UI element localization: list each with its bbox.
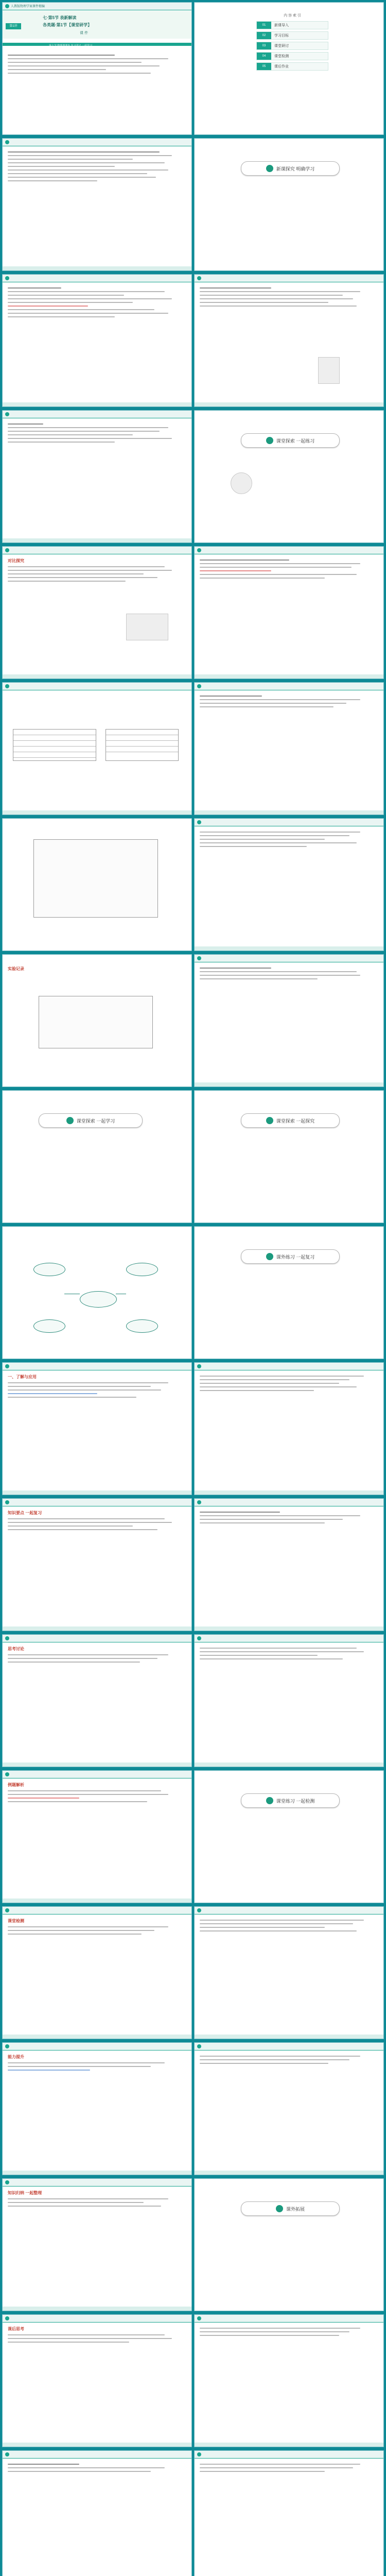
section-ribbon: 课外练习 一起复习 bbox=[241, 1249, 340, 1264]
slide-text[interactable] bbox=[194, 818, 384, 951]
section-ribbon: 课外拓展 bbox=[241, 2201, 340, 2216]
cover-body bbox=[8, 52, 186, 128]
slide-mindmap[interactable] bbox=[2, 1226, 192, 1359]
slide-text[interactable] bbox=[2, 2314, 192, 2447]
section-icon bbox=[266, 165, 273, 172]
slide-text[interactable] bbox=[2, 2042, 192, 2175]
slide-text[interactable] bbox=[194, 1362, 384, 1495]
slide-text[interactable] bbox=[2, 1362, 192, 1495]
diagram-frame bbox=[33, 839, 158, 918]
brand-line: 人教版物理学案课件精编 bbox=[11, 5, 45, 8]
cover-title-2: 各类题·第1节【课堂研学】 bbox=[43, 23, 92, 27]
toc-item[interactable]: 04 课堂检测 bbox=[256, 52, 328, 60]
slide-title: 课堂检测 bbox=[8, 1919, 24, 1923]
slide-text[interactable] bbox=[194, 1498, 384, 1631]
toc-item[interactable]: 05 课后作业 bbox=[256, 62, 328, 71]
slide-text[interactable] bbox=[2, 2178, 192, 2311]
slide-text[interactable] bbox=[194, 682, 384, 815]
data-table bbox=[13, 729, 96, 761]
cover-title-band bbox=[3, 11, 191, 39]
slide-title: 知识归纳 一起整理 bbox=[8, 2191, 42, 2195]
slide-text[interactable] bbox=[2, 1498, 192, 1631]
cover-title-3: 课 件 bbox=[80, 31, 88, 35]
slide-text[interactable] bbox=[194, 546, 384, 679]
section-ribbon: 新课探究 明确学习 bbox=[241, 161, 340, 176]
toc-item[interactable]: 03 课堂研讨 bbox=[256, 42, 328, 50]
slide-section[interactable] bbox=[194, 410, 384, 543]
slide-text[interactable] bbox=[2, 410, 192, 543]
section-ribbon: 课堂探索 一起探究 bbox=[241, 1113, 340, 1128]
data-table bbox=[106, 729, 179, 761]
slide-text[interactable] bbox=[194, 1906, 384, 2039]
slide-text[interactable] bbox=[194, 2314, 384, 2447]
section-ribbon: 课堂探索 一起练习 bbox=[241, 433, 340, 448]
slide-text[interactable] bbox=[2, 1770, 192, 1903]
slide-text[interactable] bbox=[194, 2450, 384, 2576]
illustration bbox=[126, 614, 168, 640]
slide-section[interactable] bbox=[194, 1226, 384, 1359]
slide-text[interactable] bbox=[2, 1634, 192, 1767]
slide-table[interactable] bbox=[2, 682, 192, 815]
slide-section[interactable] bbox=[194, 2178, 384, 2311]
toc-item[interactable]: 01 新课导入 bbox=[256, 21, 328, 29]
slide-title: 对比探究 bbox=[8, 558, 24, 563]
slide-section[interactable] bbox=[194, 1090, 384, 1223]
slide-toc[interactable] bbox=[194, 2, 384, 135]
slide-section[interactable] bbox=[194, 138, 384, 271]
cover-footer-bar bbox=[3, 43, 191, 46]
toc-item[interactable]: 02 学习目标 bbox=[256, 31, 328, 40]
slide-title: 课后思考 bbox=[8, 2327, 24, 2331]
slide-header bbox=[3, 3, 191, 10]
slide-title: 一、了解与应用 bbox=[8, 1375, 37, 1379]
slide-text[interactable] bbox=[194, 2042, 384, 2175]
slide-text[interactable] bbox=[2, 546, 192, 679]
slide-text[interactable] bbox=[2, 1906, 192, 2039]
slide-diagram[interactable] bbox=[2, 818, 192, 951]
slide-text[interactable] bbox=[194, 1634, 384, 1767]
toc bbox=[256, 13, 328, 73]
slide-diagram[interactable] bbox=[2, 954, 192, 1087]
slide-section[interactable] bbox=[194, 1770, 384, 1903]
diagram-frame bbox=[39, 996, 153, 1048]
avatar bbox=[231, 472, 252, 494]
slide-title: 思考讨论 bbox=[8, 1647, 24, 1651]
logo-icon bbox=[5, 4, 9, 8]
cover-footer-text: 第十节 物理课课外 复习讲义 一起学习 bbox=[49, 44, 93, 47]
section-ribbon: 课堂探索 一起学习 bbox=[39, 1113, 143, 1128]
slide-text[interactable] bbox=[194, 274, 384, 407]
slide-text[interactable] bbox=[194, 954, 384, 1087]
mind-map bbox=[33, 1263, 162, 1335]
slide-text[interactable] bbox=[2, 138, 192, 271]
slide-title: 能力提升 bbox=[8, 2055, 24, 2059]
illustration bbox=[318, 357, 340, 384]
section-ribbon: 课堂练习 一起检测 bbox=[241, 1793, 340, 1808]
slide-section[interactable] bbox=[2, 1090, 192, 1223]
slide-title: 例题解析 bbox=[8, 1783, 24, 1787]
slide-text[interactable] bbox=[2, 274, 192, 407]
cover-title-1: 七·第5节 表新解读 bbox=[43, 15, 77, 20]
slide-text[interactable] bbox=[2, 2450, 192, 2576]
toc-heading: 内 容 索 引 bbox=[284, 14, 301, 18]
slide-cover[interactable] bbox=[2, 2, 192, 135]
slide-title: 实验记录 bbox=[8, 967, 24, 971]
slide-title: 知识要点 一起复习 bbox=[8, 1511, 42, 1515]
cover-tab: 第1讲 bbox=[6, 23, 21, 29]
